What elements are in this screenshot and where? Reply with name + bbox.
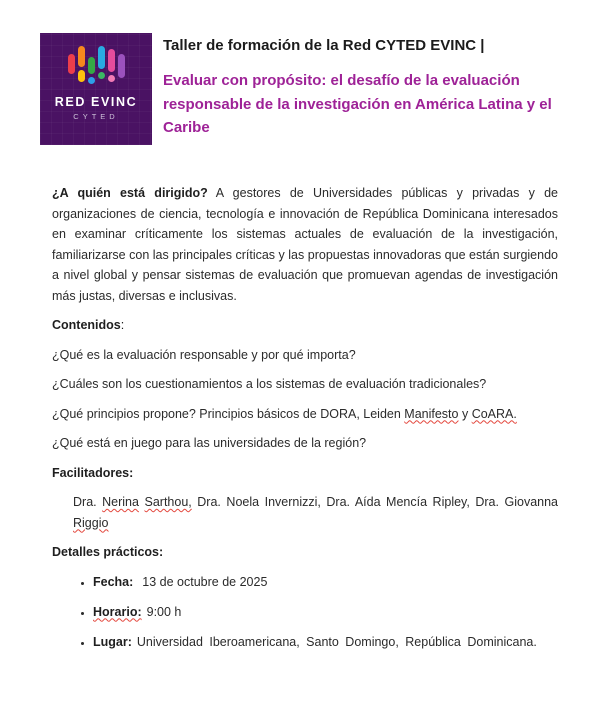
- audience-text: A gestores de Universidades públicas y privadas y de organizaciones de ciencia, tecnología e innovación de República Dominicana interesados en examinar críticamente los sistemas actuales de evaluación de la investigación, familiarizarse con las principales críticas y las propuestas innovadoras que están surgiendo a nivel global y pensar sistemas de evaluación que promuevan agendas de investigación más justas, diversas e inclusivas.: [52, 186, 558, 303]
- header-text: [163, 33, 567, 145]
- question-line-2: ¿Cuáles son los cuestionamientos a los sistemas de evaluación tradicionales?: [52, 377, 487, 391]
- detail-item-fecha: [93, 572, 558, 593]
- logo-subbrand-text: CYTED: [73, 112, 119, 121]
- document-body: [52, 183, 558, 652]
- logo-brand-text: RED EVINC: [54, 95, 138, 109]
- question-line-3: ¿Qué principios propone? Principios básicos de DORA, Leiden Manifesto y CoARA.: [52, 406, 517, 421]
- horario-label: Horario:: [93, 604, 142, 619]
- fecha-value: 13 de octubre de 2025: [142, 574, 268, 589]
- detail-item-lugar: [93, 632, 558, 653]
- misspelled-word: Nerina: [102, 495, 139, 509]
- equalizer-bars-icon: [68, 46, 125, 86]
- fecha-label: Fecha:: [93, 574, 134, 589]
- misspelled-word: Sarthou,: [144, 495, 192, 509]
- lugar-label: Lugar:: [93, 634, 132, 649]
- question-line-4: ¿Qué está en juego para las universidades de la región?: [52, 436, 367, 450]
- lugar-value: Universidad Iberoamericana, Santo Domingo, República Dominicana.: [136, 634, 537, 649]
- facilitadores-heading: Facilitadores:: [52, 465, 134, 480]
- contenidos-heading: Contenidos:: [52, 318, 125, 332]
- misspelled-word: Riggio: [73, 515, 109, 530]
- question-line-1: ¿Qué es la evaluación responsable y por qué importa?: [52, 347, 356, 362]
- detalles-heading: Detalles prácticos:: [52, 545, 164, 559]
- misspelled-word: Manifesto: [404, 406, 459, 421]
- detail-item-horario: [93, 602, 558, 623]
- audience-paragraph: [52, 183, 558, 306]
- audience-label: ¿A quién está dirigido?: [52, 186, 208, 200]
- red-evinc-logo: [40, 33, 152, 145]
- horario-value: 9:00 h: [146, 604, 182, 619]
- doc-title: Taller de formación de la Red CYTED EVINC |: [163, 37, 485, 54]
- details-list: [52, 572, 558, 653]
- misspelled-word: CoARA.: [471, 406, 517, 421]
- header: [40, 33, 610, 145]
- facilitators-paragraph: Dra. Nerina Sarthou, Dra. Noela Invernizzi, Dra. Aída Mencía Ripley, Dra. Giovanna Riggio: [73, 495, 558, 530]
- document-page: [0, 33, 610, 724]
- doc-subtitle: Evaluar con propósito: el desafío de la evaluación responsable de la investigación en América Latina y el Caribe: [163, 72, 552, 136]
